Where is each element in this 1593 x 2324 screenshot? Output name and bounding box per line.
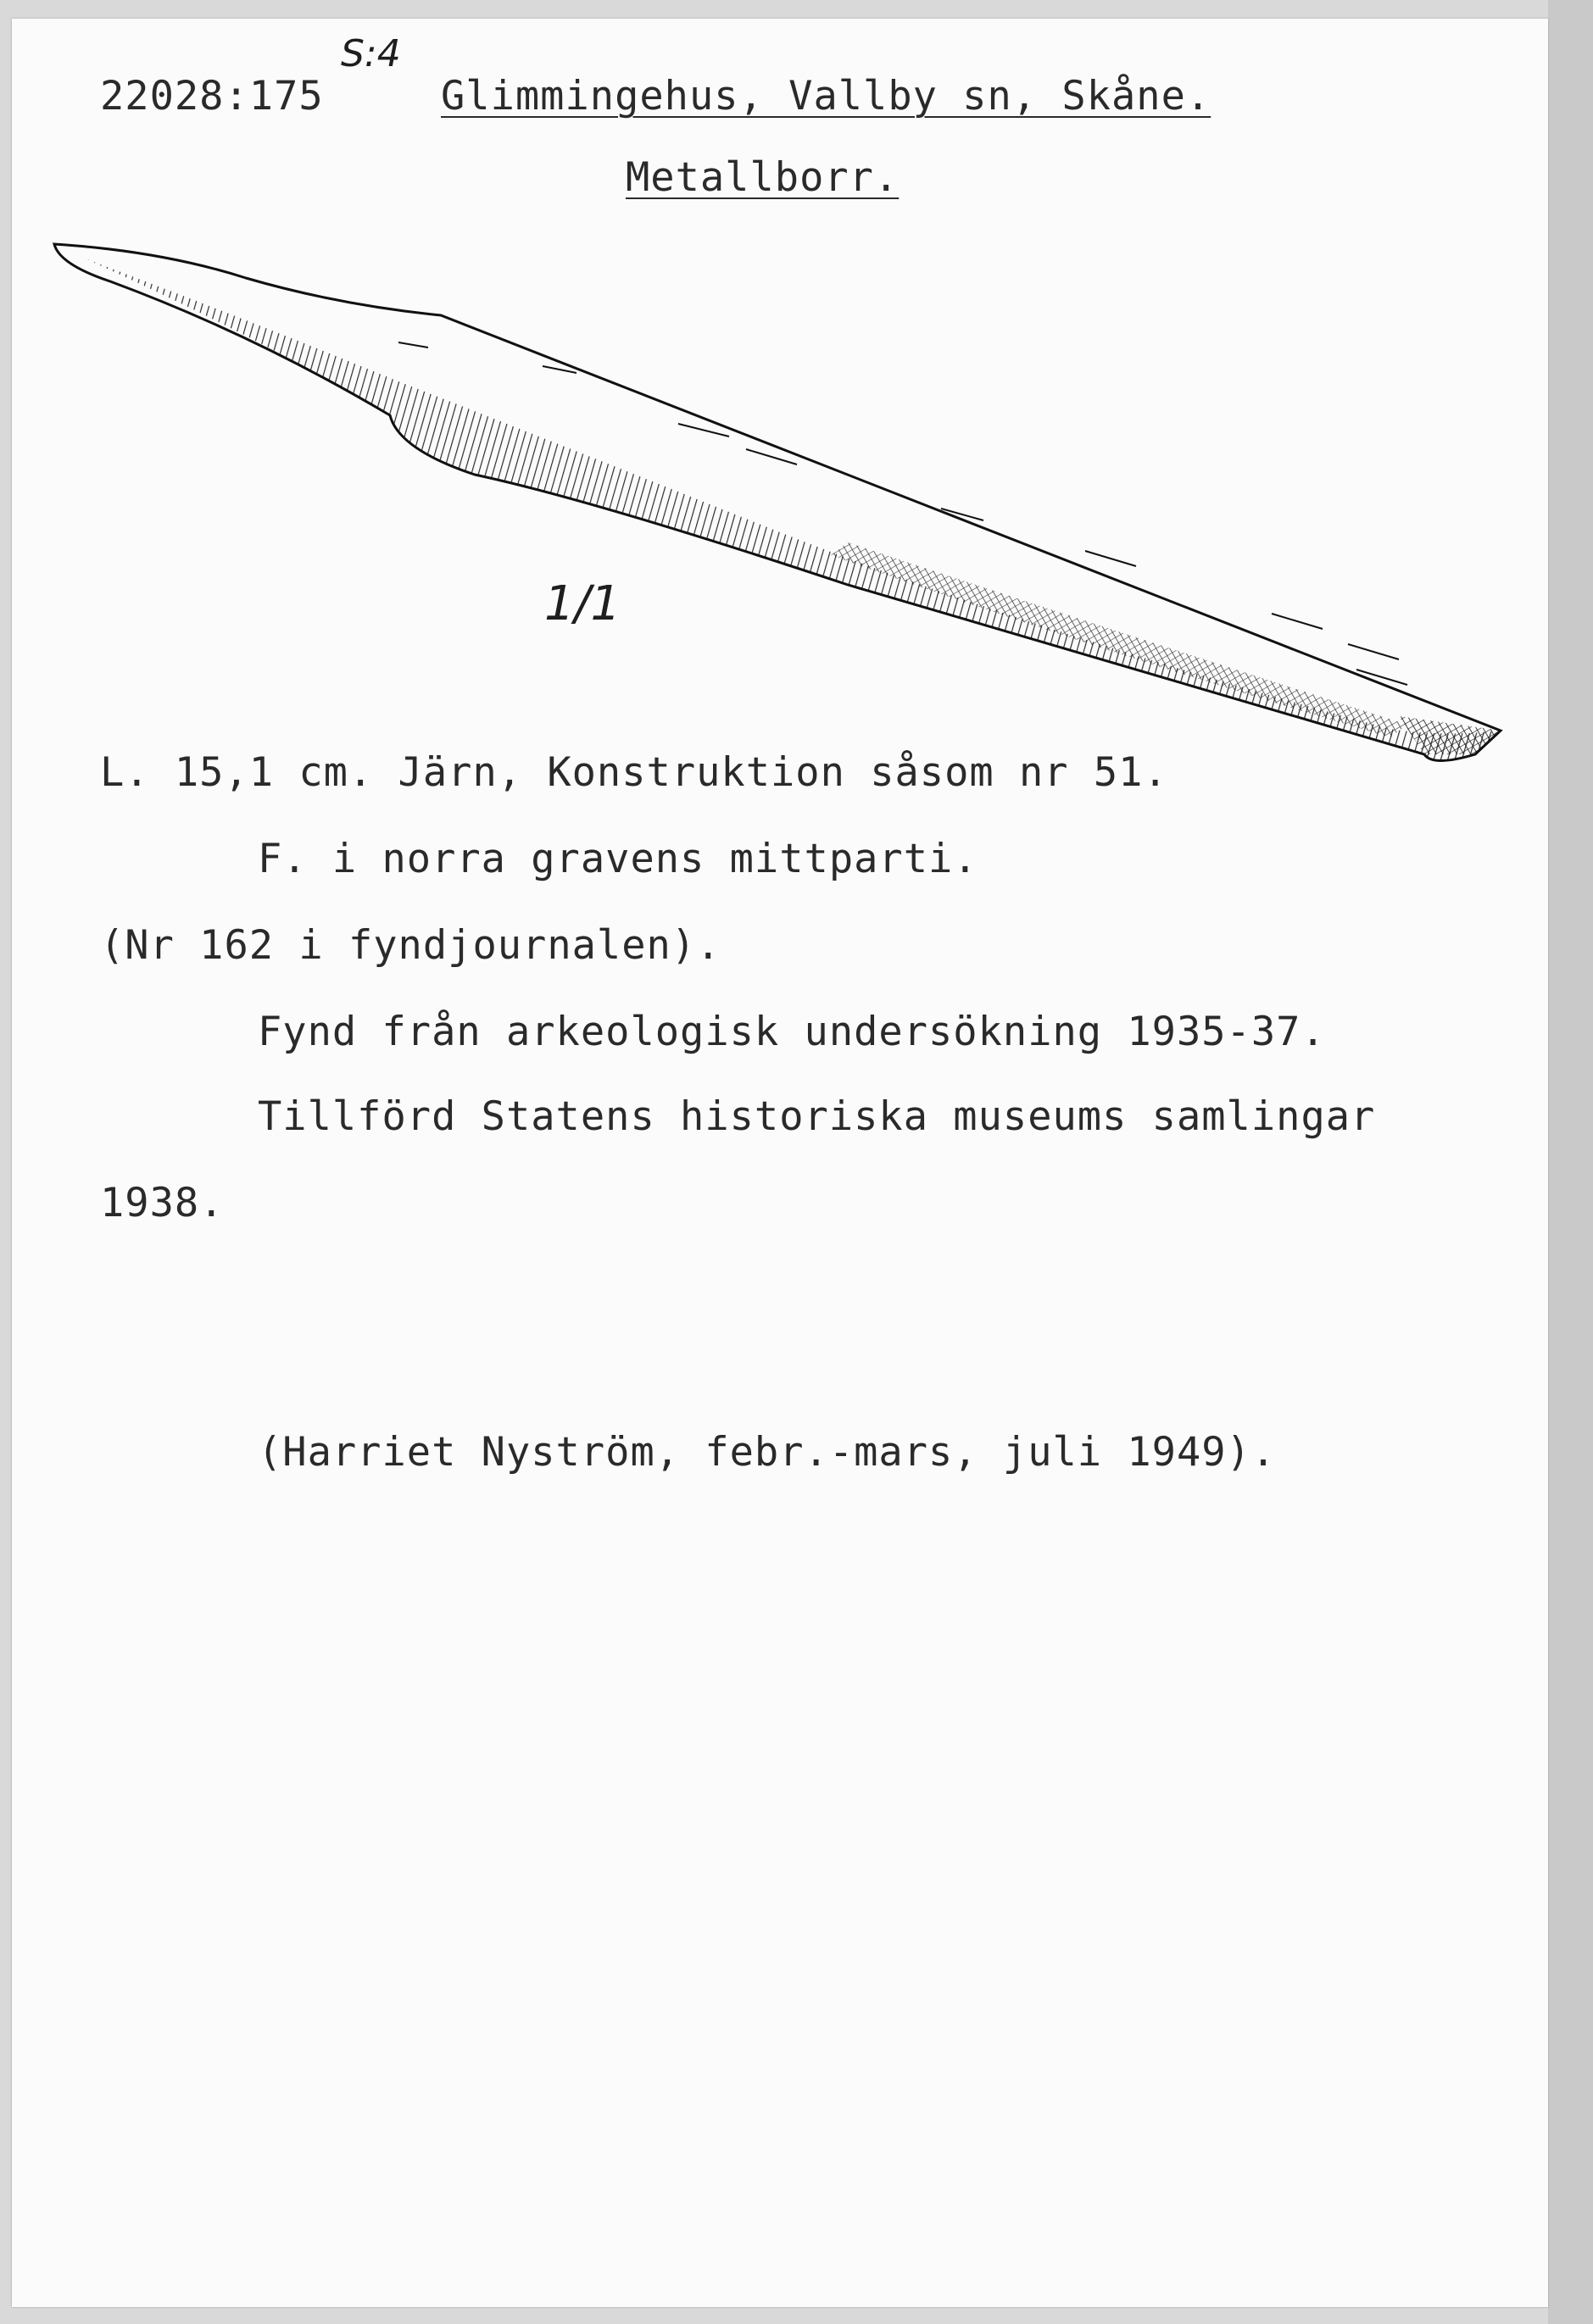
location-title: Glimmingehus, Vallby sn, Skåne.	[441, 73, 1211, 120]
body-line-4: Fynd från arkeologisk undersökning 1935-37.	[258, 1009, 1326, 1055]
body-line-5: Tillförd Statens historiska museums samlingar	[258, 1093, 1376, 1140]
scale-label: 1/1	[544, 576, 621, 631]
signature-line: (Harriet Nyström, febr.-mars, juli 1949).	[258, 1429, 1277, 1476]
body-line-3: (Nr 162 i fyndjournalen).	[100, 922, 721, 969]
catalog-number: 22028:175	[100, 73, 324, 120]
body-line-2: F. i norra gravens mittparti.	[258, 836, 978, 882]
handwritten-code: S:4	[341, 32, 401, 75]
body-line-6: 1938.	[100, 1180, 225, 1226]
drill-illustration	[0, 0, 1593, 848]
object-name: Metallborr.	[626, 154, 900, 201]
body-line-1: L. 15,1 cm. Järn, Konstruktion såsom nr 51.	[100, 749, 1168, 796]
